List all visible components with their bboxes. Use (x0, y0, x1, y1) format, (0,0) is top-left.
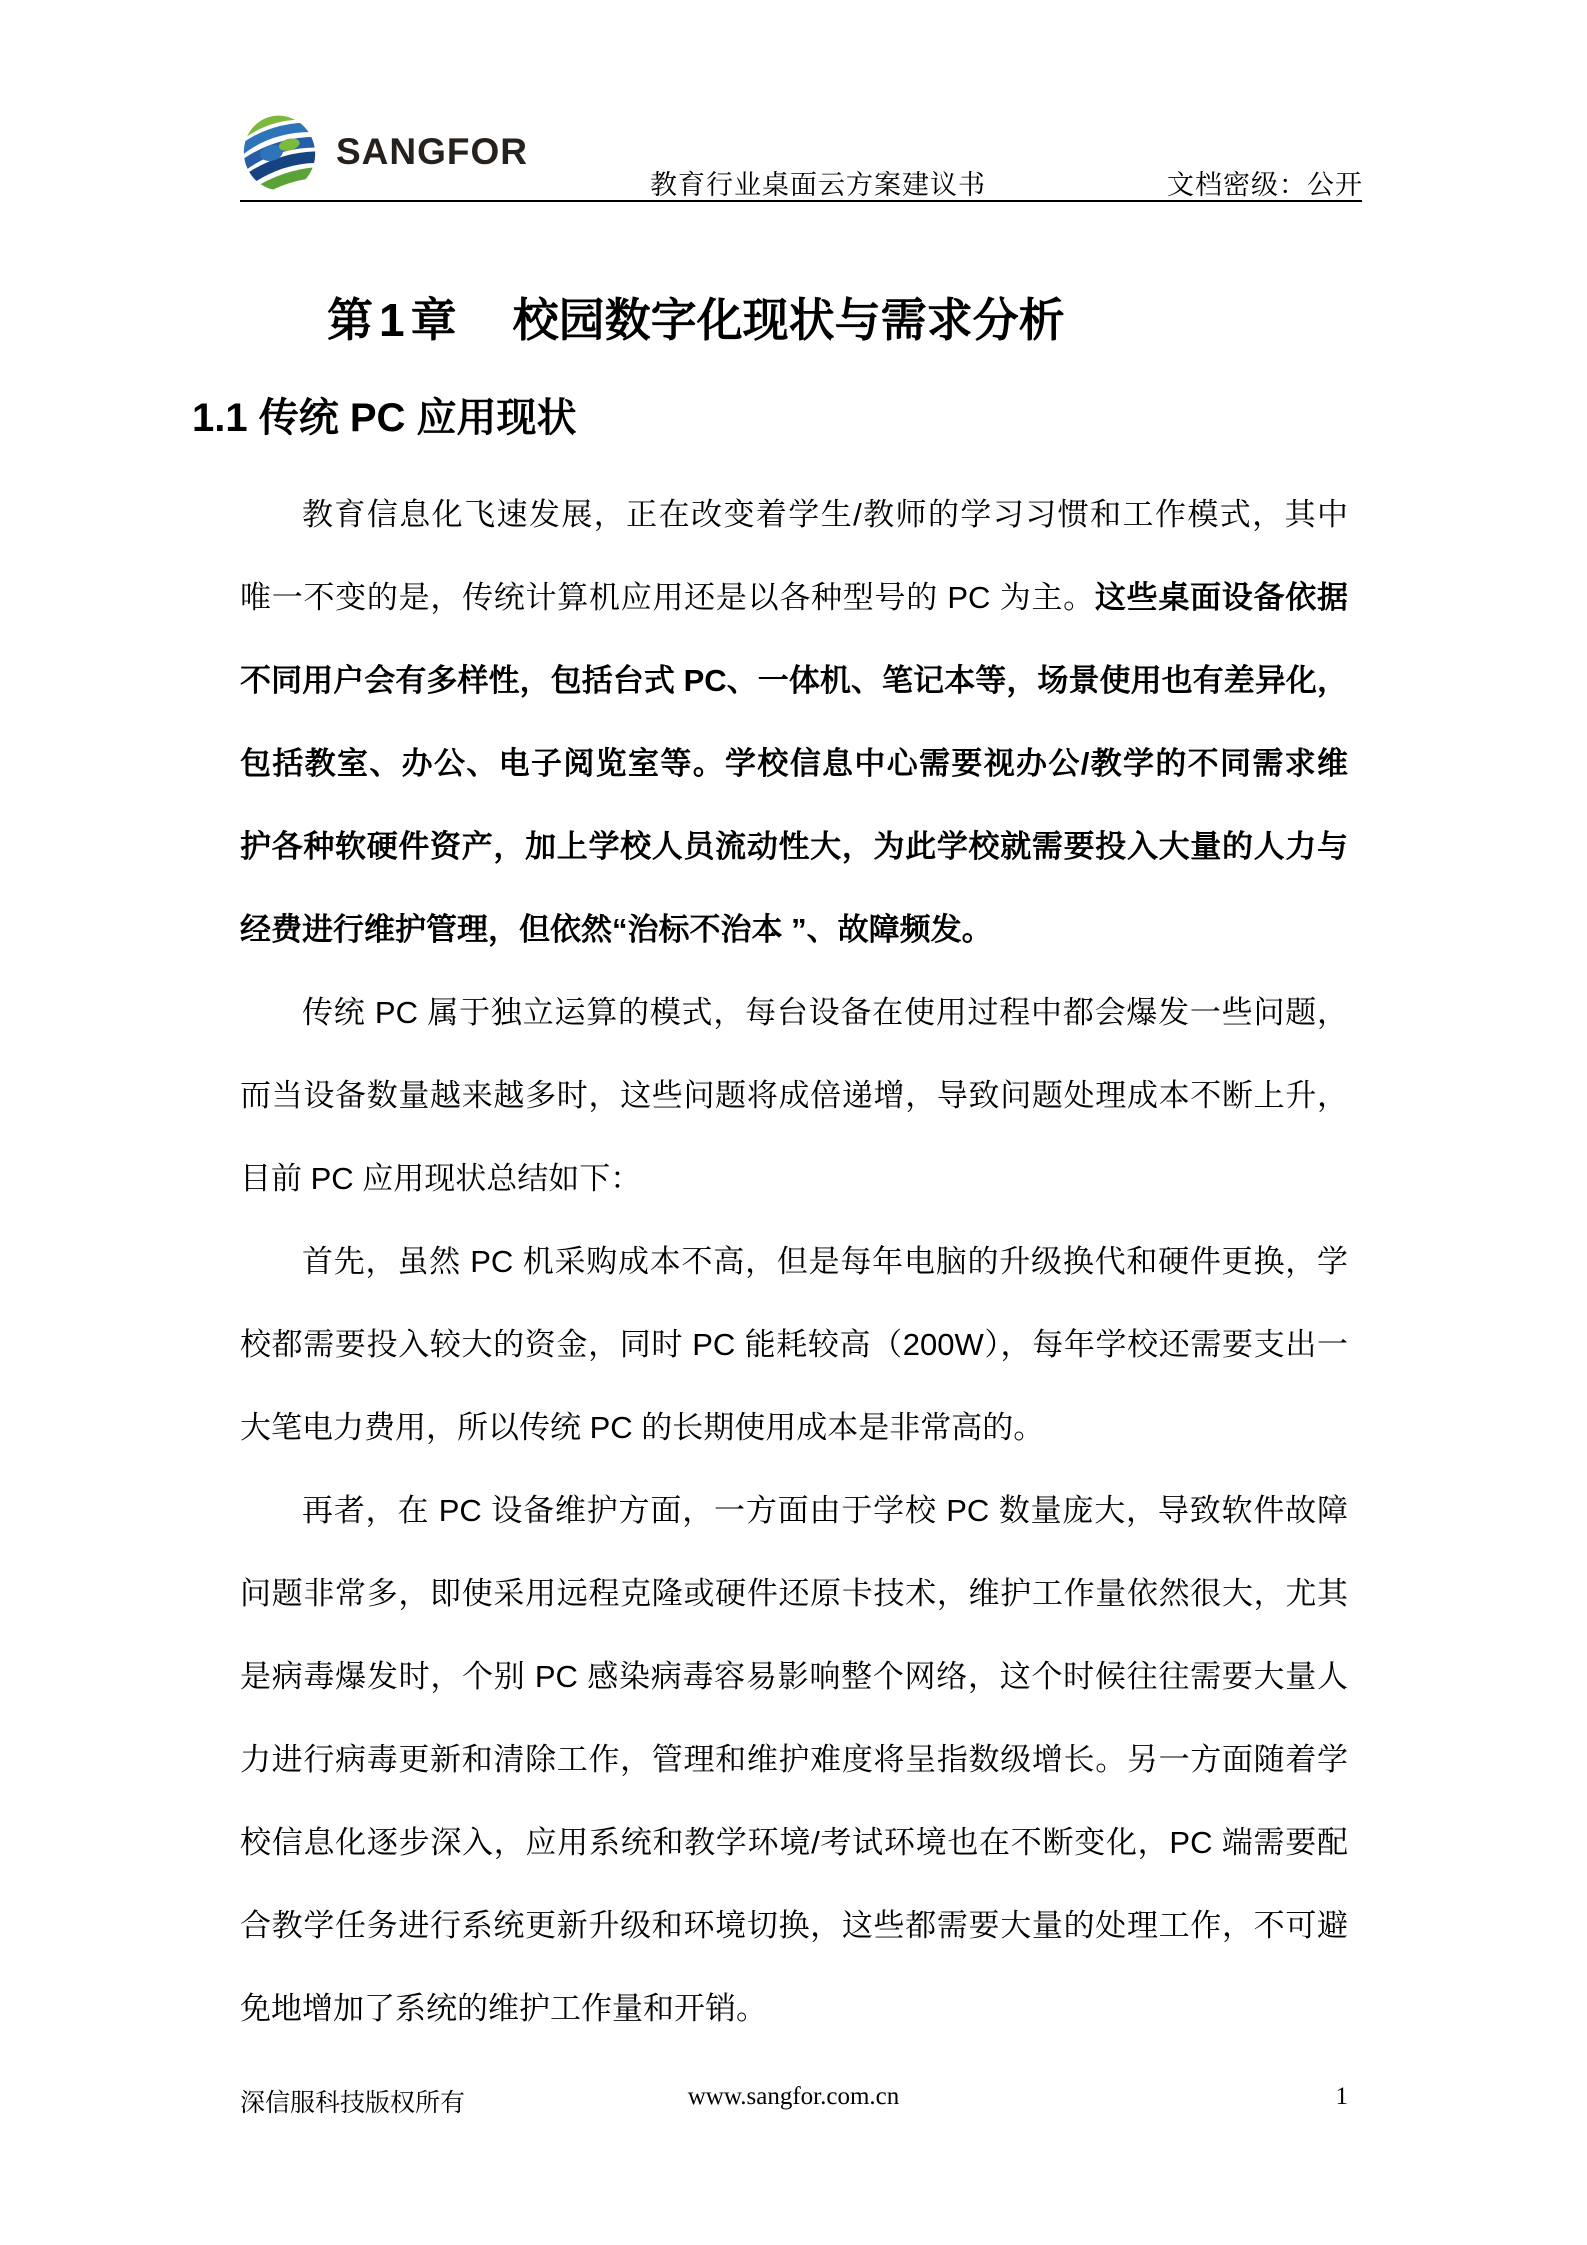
page-footer (0, 2083, 1587, 2123)
body-segment-bold: 不同用户会有多样性，包括台式 PC、一体机、笔记本等，场景使用也有差异化， (240, 663, 1348, 698)
body-segment: 校信息化逐步深入，应用系统和教学环境/考试环境也在不断变化，PC 端需要配 (240, 1825, 1348, 1860)
body-line (240, 1469, 1348, 1552)
body-segment: 校都需要投入较大的资金，同时 PC 能耗较高（200W），每年学校还需要支出一 (240, 1327, 1348, 1362)
sangfor-wordmark: SANGFOR (336, 131, 528, 172)
body-line (240, 805, 1348, 888)
body-line (240, 1220, 1348, 1303)
chapter-heading (327, 284, 1065, 350)
body-segment: 传统 PC 属于独立运算的模式，每台设备在使用过程中都会爆发一些问题， (302, 995, 1348, 1030)
body-line (240, 1801, 1348, 1884)
body-line (240, 1386, 1348, 1469)
footer-website: www.sangfor.com.cn (687, 2083, 900, 2110)
header-classification: 文档密级：公开 (1167, 170, 1363, 200)
body-segment-bold: 护各种软硬件资产，加上学校人员流动性大，为此学校就需要投入大量的人力与 (240, 829, 1348, 864)
body-segment-bold: 包括教室、办公、电子阅览室等。学校信息中心需要视办公/教学的不同需求维 (240, 746, 1348, 781)
body-text (240, 473, 1348, 2050)
body-segment-bold: 这些桌面设备依据 (1094, 580, 1348, 615)
body-segment: 力进行病毒更新和清除工作，管理和维护难度将呈指数级增长。另一方面随着学 (240, 1742, 1348, 1777)
body-segment: 目前 PC 应用现状总结如下： (240, 1161, 642, 1196)
body-segment: 而当设备数量越来越多时，这些问题将成倍递增，导致问题处理成本不断上升， (240, 1078, 1348, 1113)
chapter-title: 校园数字化现状与需求分析 (512, 294, 1065, 346)
body-line (240, 1967, 1348, 2050)
body-line (240, 1054, 1348, 1137)
body-segment: 大笔电力费用，所以传统 PC 的长期使用成本是非常高的。 (240, 1410, 1045, 1445)
header-doc-title: 教育行业桌面云方案建议书 (650, 170, 986, 200)
body-segment: 首先，虽然 PC 机采购成本不高，但是每年电脑的升级换代和硬件更换，学 (302, 1244, 1348, 1279)
body-segment-bold: 经费进行维护管理，但依然“治标不治本 ”、故障频发。 (240, 912, 993, 947)
body-line (240, 556, 1348, 639)
body-segment: 唯一不变的是，传统计算机应用还是以各种型号的 PC 为主。 (240, 580, 1095, 615)
section-heading: 1.1 传统 PC 应用现状 (192, 396, 577, 440)
body-line (240, 1884, 1348, 1967)
body-line (240, 888, 1348, 971)
footer-copyright: 深信服科技版权所有 (240, 2090, 466, 2117)
footer-page-number: 1 (1335, 2083, 1348, 2110)
body-segment: 是病毒爆发时，个别 PC 感染病毒容易影响整个网络，这个时候往往需要大量人 (240, 1659, 1348, 1694)
body-segment: 问题非常多，即使采用远程克隆或硬件还原卡技术，维护工作量依然很大，尤其 (240, 1576, 1348, 1611)
body-segment: 免地增加了系统的维护工作量和开销。 (240, 1991, 767, 2026)
body-segment: 教育信息化飞速发展，正在改变着学生/教师的学习习惯和工作模式，其中 (302, 497, 1348, 532)
body-line (240, 1552, 1348, 1635)
body-line (240, 722, 1348, 805)
body-line (240, 1718, 1348, 1801)
body-line (240, 1303, 1348, 1386)
body-segment: 再者，在 PC 设备维护方面，一方面由于学校 PC 数量庞大，导致软件故障 (302, 1493, 1348, 1528)
sangfor-globe-icon (243, 114, 316, 192)
body-line (240, 971, 1348, 1054)
body-line (240, 1137, 1348, 1220)
body-line (240, 473, 1348, 556)
body-line (240, 639, 1348, 722)
body-line (240, 1635, 1348, 1718)
chapter-number: 第1章 (327, 294, 463, 346)
header-rule (240, 200, 1362, 202)
body-segment: 合教学任务进行系统更新升级和环境切换，这些都需要大量的处理工作，不可避 (240, 1908, 1348, 1943)
